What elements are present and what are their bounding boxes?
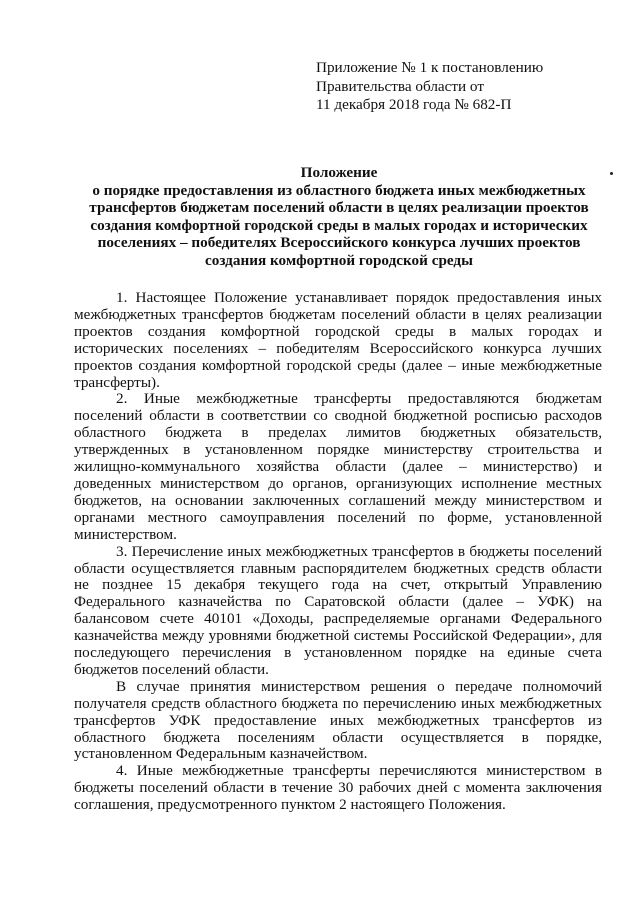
scan-speck: [610, 172, 613, 175]
title-line-1: Положение: [300, 164, 378, 181]
paragraph-4: 4. Иные межбюджетные трансферты перечисляются министерством в бюджеты поселений области в течение 30 рабочих дней с момента заключения соглашения, предусмотренного пунктом 2 настоящего Положения.: [74, 762, 602, 814]
paragraph-1: 1. Настоящее Положение устанавливает порядок предоставления иных межбюджетных трансфертов бюджетам поселений области в целях реализации проектов создания комфортной городской среды в малых городах и исторических поселениях – победителям Всероссийского конкурса лучших проектов создания комфортной городской среды (далее – иные межбюджетные трансферты).: [74, 289, 602, 391]
paragraph-3-continuation: В случае принятия министерством решения о передаче полномочий получателя средств областного бюджета по перечислению иных межбюджетных трансфертов УФК предоставление иных межбюджетных трансфертов из областного бюджета поселениям области осуществляется в порядке, установленном Федеральным казначейством.: [74, 677, 602, 763]
title-line-6: создания комфортной городской среды: [205, 251, 473, 269]
paragraph-2: 2. Иные межбюджетные трансферты предоставляются бюджетам поселений области в соответствии со сводной бюджетной росписью расходов областного бюджета в пределах лимитов бюджетных обязательств, утвержденных в установленном порядке министерству строительства и жилищно-коммунального хозяйства области (далее – министерство) и доведенных министерством до органов, организующих исполнение местных бюджетов, на основании заключенных соглашений между министерством и органами местного самоуправления поселений по форме, установленной министерством.: [74, 390, 602, 543]
title-line-2: о порядке предоставления из областного бюджета иных межбюджетных: [92, 181, 586, 199]
title-line-3: трансфертов бюджетам поселений области в целях реализации проектов: [89, 199, 589, 217]
appendix-header: [316, 59, 616, 115]
document-body: [74, 290, 602, 814]
paragraph-3: 3. Перечисление иных межбюджетных трансфертов в бюджеты поселений области осуществляется главным распорядителем бюджетных средств области не позднее 15 декабря текущего года на счет, открытый Управлению Федерального казначейства по Саратовской области (далее – УФК) на балансовом счете 40101 «Доходы, распределяемые органами Федерального казначейства между уровнями бюджетной системы Российской Федерации», для последующего перечисления в установленном порядке на единые счета бюджетов поселений области.: [74, 542, 602, 678]
appendix-line-1: Приложение № 1 к постановлению: [316, 59, 544, 76]
document-title: [70, 164, 608, 270]
title-line-5: поселениях – победителях Всероссийского конкурса лучших проектов: [97, 234, 581, 252]
title-line-4: создания комфортной городской среды в малых городах и исторических: [90, 216, 588, 234]
appendix-line-2: Правительства области от: [316, 77, 484, 95]
appendix-line-3: 11 декабря 2018 года № 682-П: [316, 96, 512, 113]
